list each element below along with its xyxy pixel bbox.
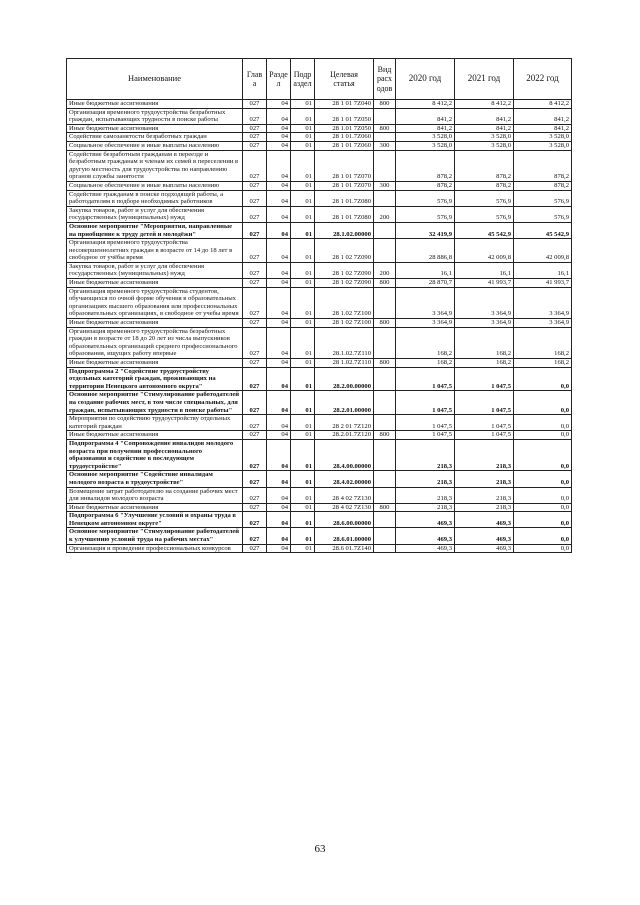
cell-name: Возмещение затрат работодателю на создание рабочих мест для инвалидов молодого возраста [67, 487, 243, 503]
cell-name: Социальное обеспечение и иные выплаты населению [67, 141, 243, 150]
cell-glava: 027 [243, 262, 267, 278]
cell-2021: 218,3 [455, 487, 514, 503]
cell-name: Организация и проведение профессиональных конкурсов [67, 544, 243, 553]
cell-expense-type [374, 150, 396, 181]
cell-target-article: 28.4.02.00000 [315, 471, 374, 487]
cell-target-article: 28 4 02 7Z130 [315, 503, 374, 512]
table-row [67, 487, 572, 503]
cell-podrazdel: 01 [291, 359, 315, 368]
cell-2022: 576,9 [514, 206, 572, 222]
cell-razdel: 04 [267, 239, 291, 263]
cell-expense-type [374, 367, 396, 391]
cell-razdel: 04 [267, 150, 291, 181]
cell-2022: 0,0 [514, 391, 572, 415]
cell-expense-type [374, 544, 396, 553]
table-row [67, 431, 572, 440]
cell-2020: 469,3 [396, 512, 455, 528]
table-row [67, 141, 572, 150]
cell-razdel: 04 [267, 391, 291, 415]
cell-target-article: 28 1 02 7Z090 [315, 239, 374, 263]
cell-2022: 3 528,0 [514, 141, 572, 150]
cell-2020: 878,2 [396, 181, 455, 190]
cell-glava: 027 [243, 279, 267, 288]
cell-expense-type [374, 108, 396, 124]
cell-podrazdel: 01 [291, 528, 315, 544]
cell-2020: 3 528,0 [396, 141, 455, 150]
cell-podrazdel: 01 [291, 206, 315, 222]
cell-2022: 168,2 [514, 359, 572, 368]
cell-2021: 878,2 [455, 150, 514, 181]
table-row [67, 327, 572, 358]
table-row [67, 367, 572, 391]
cell-expense-type: 200 [374, 206, 396, 222]
cell-2020: 469,3 [396, 544, 455, 553]
cell-2020: 8 412,2 [396, 100, 455, 109]
cell-razdel: 04 [267, 415, 291, 431]
cell-2020: 1 047,5 [396, 367, 455, 391]
cell-glava: 027 [243, 287, 267, 318]
cell-2022: 0,0 [514, 544, 572, 553]
cell-expense-type [374, 487, 396, 503]
cell-razdel: 04 [267, 319, 291, 328]
budget-table [66, 58, 572, 553]
cell-podrazdel: 01 [291, 544, 315, 553]
cell-glava: 027 [243, 487, 267, 503]
cell-glava: 027 [243, 431, 267, 440]
cell-glava: 027 [243, 439, 267, 470]
cell-razdel: 04 [267, 100, 291, 109]
cell-glava: 027 [243, 124, 267, 133]
table-row [67, 415, 572, 431]
cell-expense-type: 800 [374, 100, 396, 109]
cell-2021: 168,2 [455, 359, 514, 368]
cell-name: Подпрограмма 2 "Содействие трудоустройству отдельных категорий граждан, проживающих на территории Ненецкого автономного округа" [67, 367, 243, 391]
cell-2020: 841,2 [396, 124, 455, 133]
table-row [67, 150, 572, 181]
cell-2021: 878,2 [455, 181, 514, 190]
cell-target-article: 28 2 01 7Z120 [315, 415, 374, 431]
cell-2020: 576,9 [396, 206, 455, 222]
cell-razdel: 04 [267, 471, 291, 487]
cell-razdel: 04 [267, 544, 291, 553]
cell-expense-type [374, 471, 396, 487]
cell-glava: 027 [243, 327, 267, 358]
cell-razdel: 04 [267, 327, 291, 358]
cell-name: Организация временного трудоустройства безработных граждан в возрасте от 18 до 20 лет из числа выпускников образовательных организаций среднего профессионального образования, ищущих работу впервые [67, 327, 243, 358]
cell-expense-type [374, 327, 396, 358]
cell-name: Социальное обеспечение и иные выплаты населению [67, 181, 243, 190]
header-row [67, 59, 572, 100]
cell-target-article: 28.2.00.00000 [315, 367, 374, 391]
cell-2022: 42 009,8 [514, 239, 572, 263]
cell-2022: 45 542,9 [514, 222, 572, 238]
cell-expense-type: 800 [374, 319, 396, 328]
cell-podrazdel: 01 [291, 503, 315, 512]
cell-target-article: 28.1.02.00000 [315, 222, 374, 238]
cell-podrazdel: 01 [291, 471, 315, 487]
cell-target-article: 28.2.01.7Z120 [315, 431, 374, 440]
cell-name: Иные бюджетные ассигнования [67, 124, 243, 133]
cell-2020: 3 364,9 [396, 319, 455, 328]
cell-2020: 841,2 [396, 108, 455, 124]
cell-2021: 218,3 [455, 439, 514, 470]
cell-name: Подпрограмма 6 "Улучшение условий и охраны труда в Ненецком автономном округе" [67, 512, 243, 528]
cell-2021: 3 528,0 [455, 133, 514, 142]
cell-2020: 28 886,8 [396, 239, 455, 263]
cell-expense-type: 800 [374, 359, 396, 368]
cell-expense-type: 800 [374, 279, 396, 288]
cell-2021: 3 364,9 [455, 287, 514, 318]
cell-target-article: 28 1 01.7Z080 [315, 190, 374, 206]
cell-2020: 218,3 [396, 439, 455, 470]
cell-glava: 027 [243, 544, 267, 553]
table-row [67, 512, 572, 528]
cell-podrazdel: 01 [291, 100, 315, 109]
cell-2022: 841,2 [514, 108, 572, 124]
cell-2021: 45 542,9 [455, 222, 514, 238]
cell-glava: 027 [243, 222, 267, 238]
cell-name: Организация временного трудоустройства студентов, обучающихся по очной форме обучения в образовательных организациях высшего образования или профессиональных образовательных организациях, в свободное от учебы время [67, 287, 243, 318]
cell-podrazdel: 01 [291, 279, 315, 288]
cell-razdel: 04 [267, 141, 291, 150]
cell-2022: 878,2 [514, 150, 572, 181]
cell-razdel: 04 [267, 222, 291, 238]
cell-2020: 1 047,5 [396, 415, 455, 431]
cell-2020: 576,9 [396, 190, 455, 206]
cell-target-article: 28 1.01 7Z050 [315, 124, 374, 133]
cell-2020: 878,2 [396, 150, 455, 181]
cell-podrazdel: 01 [291, 287, 315, 318]
table-row [67, 528, 572, 544]
cell-razdel: 04 [267, 287, 291, 318]
cell-razdel: 04 [267, 487, 291, 503]
cell-target-article: 28 1 01 7Z050 [315, 108, 374, 124]
cell-glava: 027 [243, 150, 267, 181]
cell-target-article: 28 4 02 7Z130 [315, 487, 374, 503]
table-row [67, 124, 572, 133]
cell-name: Содействие самозанятости безработных граждан [67, 133, 243, 142]
cell-2022: 0,0 [514, 487, 572, 503]
cell-name: Иные бюджетные ассигнования [67, 100, 243, 109]
table-row [67, 100, 572, 109]
cell-2022: 0,0 [514, 528, 572, 544]
cell-razdel: 04 [267, 181, 291, 190]
cell-2022: 0,0 [514, 471, 572, 487]
header-podrazdel: Подр аздел [291, 59, 315, 100]
cell-expense-type: 800 [374, 124, 396, 133]
cell-2022: 841,2 [514, 124, 572, 133]
cell-target-article: 28 1 01 7Z040 [315, 100, 374, 109]
cell-podrazdel: 01 [291, 124, 315, 133]
cell-expense-type [374, 222, 396, 238]
cell-name: Содействие безработным гражданам в переезде и безработным гражданам и членам их семей в переселении в другую местность для трудоустройства по направлению органов службы занятости [67, 150, 243, 181]
cell-expense-type [374, 391, 396, 415]
cell-expense-type: 800 [374, 431, 396, 440]
cell-razdel: 04 [267, 279, 291, 288]
cell-2021: 8 412,2 [455, 100, 514, 109]
cell-name: Основное мероприятие "Стимулирование работодателей к улучшению условий труда на рабочих местах" [67, 528, 243, 544]
cell-target-article: 28.6.01.00000 [315, 528, 374, 544]
cell-glava: 027 [243, 512, 267, 528]
cell-name: Иные бюджетные ассигнования [67, 503, 243, 512]
cell-2022: 3 364,9 [514, 287, 572, 318]
cell-podrazdel: 01 [291, 439, 315, 470]
cell-glava: 027 [243, 181, 267, 190]
table-row [67, 391, 572, 415]
cell-razdel: 04 [267, 503, 291, 512]
cell-2021: 218,3 [455, 471, 514, 487]
header-2022: 2022 год [514, 59, 572, 100]
cell-name: Иные бюджетные ассигнования [67, 279, 243, 288]
cell-name: Мероприятия по содействию трудоустройству отдельных категорий граждан [67, 415, 243, 431]
cell-glava: 027 [243, 190, 267, 206]
cell-2022: 41 993,7 [514, 279, 572, 288]
cell-expense-type [374, 133, 396, 142]
cell-2021: 1 047,5 [455, 431, 514, 440]
cell-razdel: 04 [267, 512, 291, 528]
cell-glava: 027 [243, 206, 267, 222]
cell-2021: 841,2 [455, 124, 514, 133]
cell-target-article: 28.2.01.00000 [315, 391, 374, 415]
cell-2022: 8 412,2 [514, 100, 572, 109]
cell-2022: 0,0 [514, 512, 572, 528]
table-row [67, 359, 572, 368]
cell-name: Иные бюджетные ассигнования [67, 359, 243, 368]
cell-2021: 1 047,5 [455, 391, 514, 415]
cell-podrazdel: 01 [291, 239, 315, 263]
cell-razdel: 04 [267, 190, 291, 206]
table-row [67, 262, 572, 278]
cell-glava: 027 [243, 367, 267, 391]
cell-2020: 469,3 [396, 528, 455, 544]
cell-name: Основное мероприятие "Мероприятия, направленные на приобщение к труду детей и молодёжи" [67, 222, 243, 238]
cell-glava: 027 [243, 471, 267, 487]
cell-2021: 1 047,5 [455, 415, 514, 431]
cell-name: Содействие гражданам в поиске подходящей работы, а работодателям в подборе необходимых работников [67, 190, 243, 206]
cell-glava: 027 [243, 415, 267, 431]
cell-name: Закупка товаров, работ и услуг для обеспечения государственных (муниципальных) нужд [67, 262, 243, 278]
cell-podrazdel: 01 [291, 181, 315, 190]
cell-2021: 1 047,5 [455, 367, 514, 391]
cell-expense-type: 300 [374, 141, 396, 150]
cell-name: Основное мероприятие "Стимулирование работодателей на создание рабочих мест, в том числе специальных, для граждан, испытывающих трудности в поиске работы" [67, 391, 243, 415]
cell-name: Иные бюджетные ассигнования [67, 319, 243, 328]
cell-target-article: 28 1 01 7Z070 [315, 150, 374, 181]
cell-2022: 0,0 [514, 431, 572, 440]
cell-2022: 0,0 [514, 367, 572, 391]
header-target-article: Целевая статья [315, 59, 374, 100]
cell-2021: 3 528,0 [455, 141, 514, 150]
cell-glava: 027 [243, 528, 267, 544]
cell-razdel: 04 [267, 528, 291, 544]
cell-2022: 0,0 [514, 503, 572, 512]
cell-2020: 32 419,9 [396, 222, 455, 238]
cell-target-article: 28.4.00.00000 [315, 439, 374, 470]
cell-target-article: 28.6.00.00000 [315, 512, 374, 528]
table-row [67, 222, 572, 238]
cell-expense-type [374, 287, 396, 318]
cell-expense-type [374, 512, 396, 528]
cell-razdel: 04 [267, 262, 291, 278]
cell-2020: 1 047,5 [396, 431, 455, 440]
cell-podrazdel: 01 [291, 141, 315, 150]
table-row [67, 206, 572, 222]
cell-2020: 218,3 [396, 487, 455, 503]
cell-podrazdel: 01 [291, 108, 315, 124]
table-row [67, 544, 572, 553]
table-row [67, 319, 572, 328]
cell-glava: 027 [243, 133, 267, 142]
cell-glava: 027 [243, 239, 267, 263]
cell-target-article: 28 1.02 7Z100 [315, 287, 374, 318]
cell-2021: 469,3 [455, 512, 514, 528]
cell-podrazdel: 01 [291, 487, 315, 503]
cell-name: Подпрограмма 4 "Сопровождение инвалидов молодого возраста при получении профессионального образования и содействие в последующем трудоустройстве" [67, 439, 243, 470]
cell-2020: 3 528,0 [396, 133, 455, 142]
table-row [67, 181, 572, 190]
cell-razdel: 04 [267, 124, 291, 133]
table-row [67, 503, 572, 512]
cell-expense-type [374, 528, 396, 544]
cell-podrazdel: 01 [291, 431, 315, 440]
cell-glava: 027 [243, 391, 267, 415]
header-razdel: Разде л [267, 59, 291, 100]
header-2020: 2020 год [396, 59, 455, 100]
cell-2020: 3 364,9 [396, 287, 455, 318]
cell-2021: 576,9 [455, 190, 514, 206]
table-row [67, 239, 572, 263]
table-row [67, 108, 572, 124]
cell-2021: 469,3 [455, 528, 514, 544]
header-name: Наименование [67, 59, 243, 100]
cell-podrazdel: 01 [291, 190, 315, 206]
cell-podrazdel: 01 [291, 512, 315, 528]
cell-target-article: 28 1 01.7Z060 [315, 133, 374, 142]
cell-2020: 168,2 [396, 359, 455, 368]
table-row [67, 471, 572, 487]
cell-razdel: 04 [267, 108, 291, 124]
cell-glava: 027 [243, 319, 267, 328]
cell-razdel: 04 [267, 439, 291, 470]
cell-2021: 469,3 [455, 544, 514, 553]
cell-expense-type [374, 239, 396, 263]
cell-2021: 3 364,9 [455, 319, 514, 328]
table-row [67, 287, 572, 318]
header-expense-type: Вид расх одов [374, 59, 396, 100]
cell-2022: 168,2 [514, 327, 572, 358]
header-2021: 2021 год [455, 59, 514, 100]
header-glava: Глав а [243, 59, 267, 100]
table-row [67, 279, 572, 288]
cell-2022: 16,1 [514, 262, 572, 278]
cell-podrazdel: 01 [291, 222, 315, 238]
cell-razdel: 04 [267, 431, 291, 440]
cell-2022: 878,2 [514, 181, 572, 190]
cell-razdel: 04 [267, 367, 291, 391]
cell-2021: 41 993,7 [455, 279, 514, 288]
cell-2021: 841,2 [455, 108, 514, 124]
cell-2022: 3 364,9 [514, 319, 572, 328]
cell-target-article: 28 1 02 7Z090 [315, 279, 374, 288]
cell-2022: 3 528,0 [514, 133, 572, 142]
cell-glava: 027 [243, 503, 267, 512]
cell-glava: 027 [243, 100, 267, 109]
cell-podrazdel: 01 [291, 319, 315, 328]
cell-podrazdel: 01 [291, 327, 315, 358]
cell-2022: 0,0 [514, 439, 572, 470]
cell-expense-type [374, 439, 396, 470]
cell-name: Иные бюджетные ассигнования [67, 431, 243, 440]
cell-2020: 16,1 [396, 262, 455, 278]
cell-name: Организация временного трудоустройства несовершеннолетних граждан в возрасте от 14 до 18 лет в свободное от учёбы время [67, 239, 243, 263]
cell-expense-type [374, 190, 396, 206]
cell-target-article: 28 1 02 7Z100 [315, 319, 374, 328]
cell-2021: 576,9 [455, 206, 514, 222]
table-row [67, 133, 572, 142]
cell-name: Организация временного трудоустройства безработных граждан, испытывающих трудности в поиске работы [67, 108, 243, 124]
cell-name: Основное мероприятие "Содействие инвалидам молодого возраста в трудоустройстве" [67, 471, 243, 487]
cell-2021: 16,1 [455, 262, 514, 278]
cell-podrazdel: 01 [291, 150, 315, 181]
cell-2022: 0,0 [514, 415, 572, 431]
table-row [67, 439, 572, 470]
cell-2020: 1 047,5 [396, 391, 455, 415]
cell-target-article: 28 1 02 7Z090 [315, 262, 374, 278]
cell-razdel: 04 [267, 133, 291, 142]
cell-glava: 027 [243, 359, 267, 368]
cell-expense-type: 200 [374, 262, 396, 278]
cell-2021: 168,2 [455, 327, 514, 358]
cell-2020: 28 870,7 [396, 279, 455, 288]
cell-podrazdel: 01 [291, 391, 315, 415]
cell-2020: 168,2 [396, 327, 455, 358]
cell-target-article: 28 1 01 7Z080 [315, 206, 374, 222]
page-number: 63 [314, 843, 326, 855]
cell-target-article: 28.6 01.7Z140 [315, 544, 374, 553]
cell-expense-type [374, 415, 396, 431]
cell-podrazdel: 01 [291, 415, 315, 431]
cell-target-article: 28.1.02.7Z110 [315, 327, 374, 358]
cell-target-article: 28 1 01 7Z060 [315, 141, 374, 150]
cell-2021: 218,3 [455, 503, 514, 512]
cell-2020: 218,3 [396, 503, 455, 512]
cell-expense-type: 300 [374, 181, 396, 190]
cell-podrazdel: 01 [291, 133, 315, 142]
cell-2021: 42 009,8 [455, 239, 514, 263]
cell-glava: 027 [243, 108, 267, 124]
cell-target-article: 28 1 01 7Z070 [315, 181, 374, 190]
cell-glava: 027 [243, 141, 267, 150]
cell-2020: 218,3 [396, 471, 455, 487]
cell-target-article: 28 1.02.7Z110 [315, 359, 374, 368]
table-body [67, 100, 572, 553]
cell-razdel: 04 [267, 359, 291, 368]
cell-podrazdel: 01 [291, 367, 315, 391]
cell-name: Закупка товаров, работ и услуг для обеспечения государственных (муниципальных) нужд [67, 206, 243, 222]
cell-expense-type: 800 [374, 503, 396, 512]
cell-podrazdel: 01 [291, 262, 315, 278]
table-row [67, 190, 572, 206]
cell-2022: 576,9 [514, 190, 572, 206]
cell-razdel: 04 [267, 206, 291, 222]
